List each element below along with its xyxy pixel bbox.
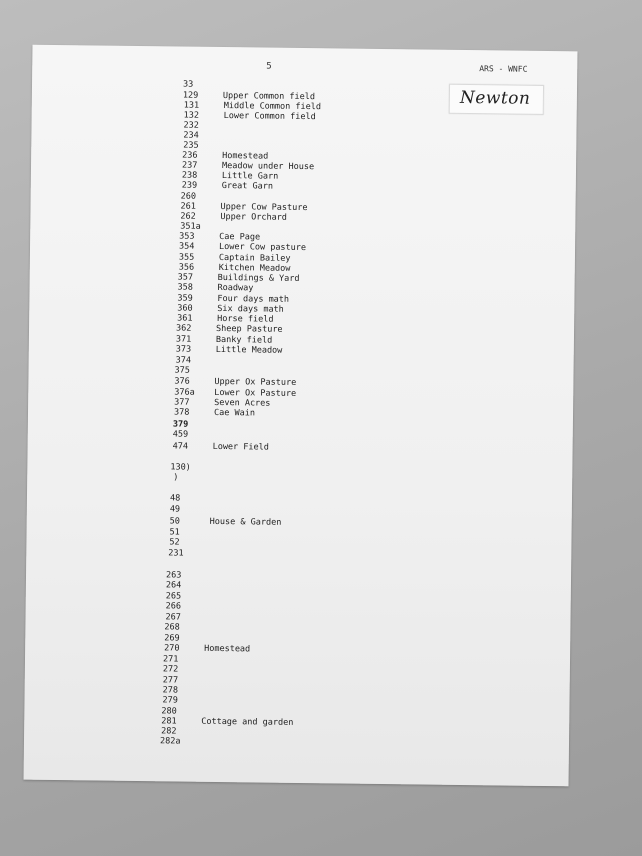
field-number: 268 xyxy=(164,622,180,633)
field-number: 232 xyxy=(183,120,199,131)
table-row xyxy=(163,685,193,695)
field-number: 379 xyxy=(172,419,189,430)
field-number: 51 xyxy=(169,527,180,538)
field-name: Little Garn xyxy=(221,171,279,182)
field-name: Horse field xyxy=(217,313,274,325)
field-number: 266 xyxy=(165,601,182,612)
field-name: Homestead xyxy=(204,643,251,655)
field-number: 33 xyxy=(182,79,194,90)
table-row xyxy=(166,601,196,611)
table-row xyxy=(164,622,194,632)
field-number: 362 xyxy=(175,323,192,334)
table-row xyxy=(161,726,191,736)
table-row xyxy=(164,633,194,643)
field-number: 282a xyxy=(159,736,181,747)
field-number: 474 xyxy=(172,441,189,452)
field-number: 354 xyxy=(178,241,195,252)
field-number: 375 xyxy=(174,365,190,376)
field-number: 282 xyxy=(161,726,177,737)
table-row xyxy=(169,537,199,547)
field-name: Buildings & Yard xyxy=(217,272,300,284)
table-row xyxy=(174,376,296,387)
field-number: 238 xyxy=(181,170,198,181)
field-number: 239 xyxy=(181,180,198,191)
table-row xyxy=(173,441,269,452)
table-row xyxy=(177,282,253,293)
field-number: 237 xyxy=(181,160,198,171)
field-name: House & Garden xyxy=(209,516,282,528)
table-row xyxy=(166,570,196,580)
field-number: 361 xyxy=(177,313,193,324)
table-row xyxy=(180,222,210,232)
field-name: Lower Field xyxy=(212,441,269,453)
table-row xyxy=(163,675,193,685)
field-name: Roadway xyxy=(217,282,254,294)
table-row xyxy=(166,580,196,590)
table-row xyxy=(182,181,273,192)
field-number: 373 xyxy=(175,344,192,355)
field-number: 281 xyxy=(161,716,177,727)
field-number: 48 xyxy=(169,493,181,504)
page-number: 5 xyxy=(266,61,272,72)
field-number: 52 xyxy=(169,537,180,548)
table-row xyxy=(165,612,195,622)
field-number: 131 xyxy=(183,100,200,111)
field-number: 278 xyxy=(162,685,179,696)
field-number: 261 xyxy=(180,201,196,212)
field-name: Upper Ox Pasture xyxy=(214,376,297,388)
field-number: 359 xyxy=(177,293,193,304)
field-number: 377 xyxy=(174,397,190,408)
field-number: 376 xyxy=(174,376,190,387)
document-page xyxy=(24,45,578,787)
table-row xyxy=(168,548,198,558)
field-number: 279 xyxy=(162,695,178,706)
field-name: Cae Page xyxy=(219,231,261,243)
field-number: 50 xyxy=(169,516,181,527)
table-row xyxy=(183,121,213,131)
field-number: 132 xyxy=(183,110,200,121)
field-number: 277 xyxy=(162,675,179,686)
field-number: 49 xyxy=(169,504,181,515)
field-number: 378 xyxy=(173,407,190,418)
table-row xyxy=(170,516,282,527)
field-name: Sheep Pasture xyxy=(215,323,283,335)
field-name: Banky field xyxy=(215,334,273,346)
field-name: Upper Orchard xyxy=(220,212,288,223)
field-number: 130) xyxy=(170,462,191,473)
field-name: Upper Common field xyxy=(222,91,316,103)
table-row xyxy=(173,429,203,439)
field-number: 260 xyxy=(180,191,197,202)
field-number: 264 xyxy=(165,580,182,591)
table-row xyxy=(170,493,200,503)
field-number: 360 xyxy=(177,303,193,314)
table-row xyxy=(163,664,193,674)
field-number: 280 xyxy=(161,706,177,717)
field-name: Meadow under House xyxy=(221,161,315,173)
field-number: 231 xyxy=(168,548,184,559)
table-row xyxy=(181,192,211,202)
field-number: 371 xyxy=(175,334,192,345)
field-number: 236 xyxy=(182,150,198,161)
field-number: 129 xyxy=(182,90,199,101)
field-number: 265 xyxy=(165,591,182,602)
table-row xyxy=(162,695,192,705)
field-number: 358 xyxy=(177,282,193,293)
field-name: Middle Common field xyxy=(223,101,322,113)
field-name: Lower Ox Pasture xyxy=(214,387,297,399)
handwritten-label xyxy=(449,84,544,115)
field-number: 357 xyxy=(177,272,194,283)
field-number: 459 xyxy=(172,429,189,440)
table-row xyxy=(164,643,250,654)
table-row xyxy=(166,591,196,601)
field-name: Six days math xyxy=(217,303,284,315)
field-number: 355 xyxy=(178,252,195,263)
table-row xyxy=(161,706,191,716)
field-name: Four days math xyxy=(217,293,290,305)
table-row xyxy=(173,472,203,482)
table-row xyxy=(170,527,200,537)
table-row xyxy=(176,323,283,334)
field-number: 272 xyxy=(162,664,179,675)
field-number: ) xyxy=(173,472,179,483)
table-row xyxy=(174,407,255,418)
table-row xyxy=(176,344,283,355)
field-name: Cottage and garden xyxy=(201,716,294,728)
field-name: Seven Acres xyxy=(214,397,271,409)
field-number: 267 xyxy=(165,612,181,623)
table-row xyxy=(163,654,193,664)
table-row xyxy=(176,355,206,365)
field-name: Homestead xyxy=(222,151,269,162)
field-name: Kitchen Meadow xyxy=(218,262,291,274)
field-number: 353 xyxy=(179,231,195,242)
field-number: 269 xyxy=(164,633,180,644)
table-row xyxy=(173,419,203,429)
field-number: 376a xyxy=(174,387,195,398)
field-name: Lower Common field xyxy=(223,111,316,123)
field-number: 234 xyxy=(183,130,199,141)
field-name: Upper Cow Pasture xyxy=(220,202,308,214)
field-number: 271 xyxy=(162,654,179,665)
field-name: Lower Cow pasture xyxy=(218,241,307,254)
table-row xyxy=(174,365,204,375)
field-number: 356 xyxy=(178,262,195,273)
table-row xyxy=(183,80,213,90)
field-number: 262 xyxy=(180,211,196,222)
field-name: Captain Bailey xyxy=(218,252,291,264)
field-name: Little Meadow xyxy=(215,344,283,356)
table-row xyxy=(160,736,190,746)
table-row xyxy=(179,242,306,254)
field-number: 270 xyxy=(164,643,180,654)
field-number: 374 xyxy=(175,355,192,366)
field-number: 263 xyxy=(165,570,182,581)
field-name: Great Garn xyxy=(221,181,274,192)
table-row xyxy=(170,462,200,472)
document-reference: ARS - WNFC xyxy=(479,64,528,74)
label-text: Newton xyxy=(459,87,531,109)
table-row xyxy=(183,141,213,151)
field-number: 235 xyxy=(183,140,199,151)
field-name: Cae Wain xyxy=(213,407,256,419)
field-number: 351a xyxy=(180,221,201,232)
table-row xyxy=(170,504,200,514)
table-row xyxy=(183,131,213,141)
